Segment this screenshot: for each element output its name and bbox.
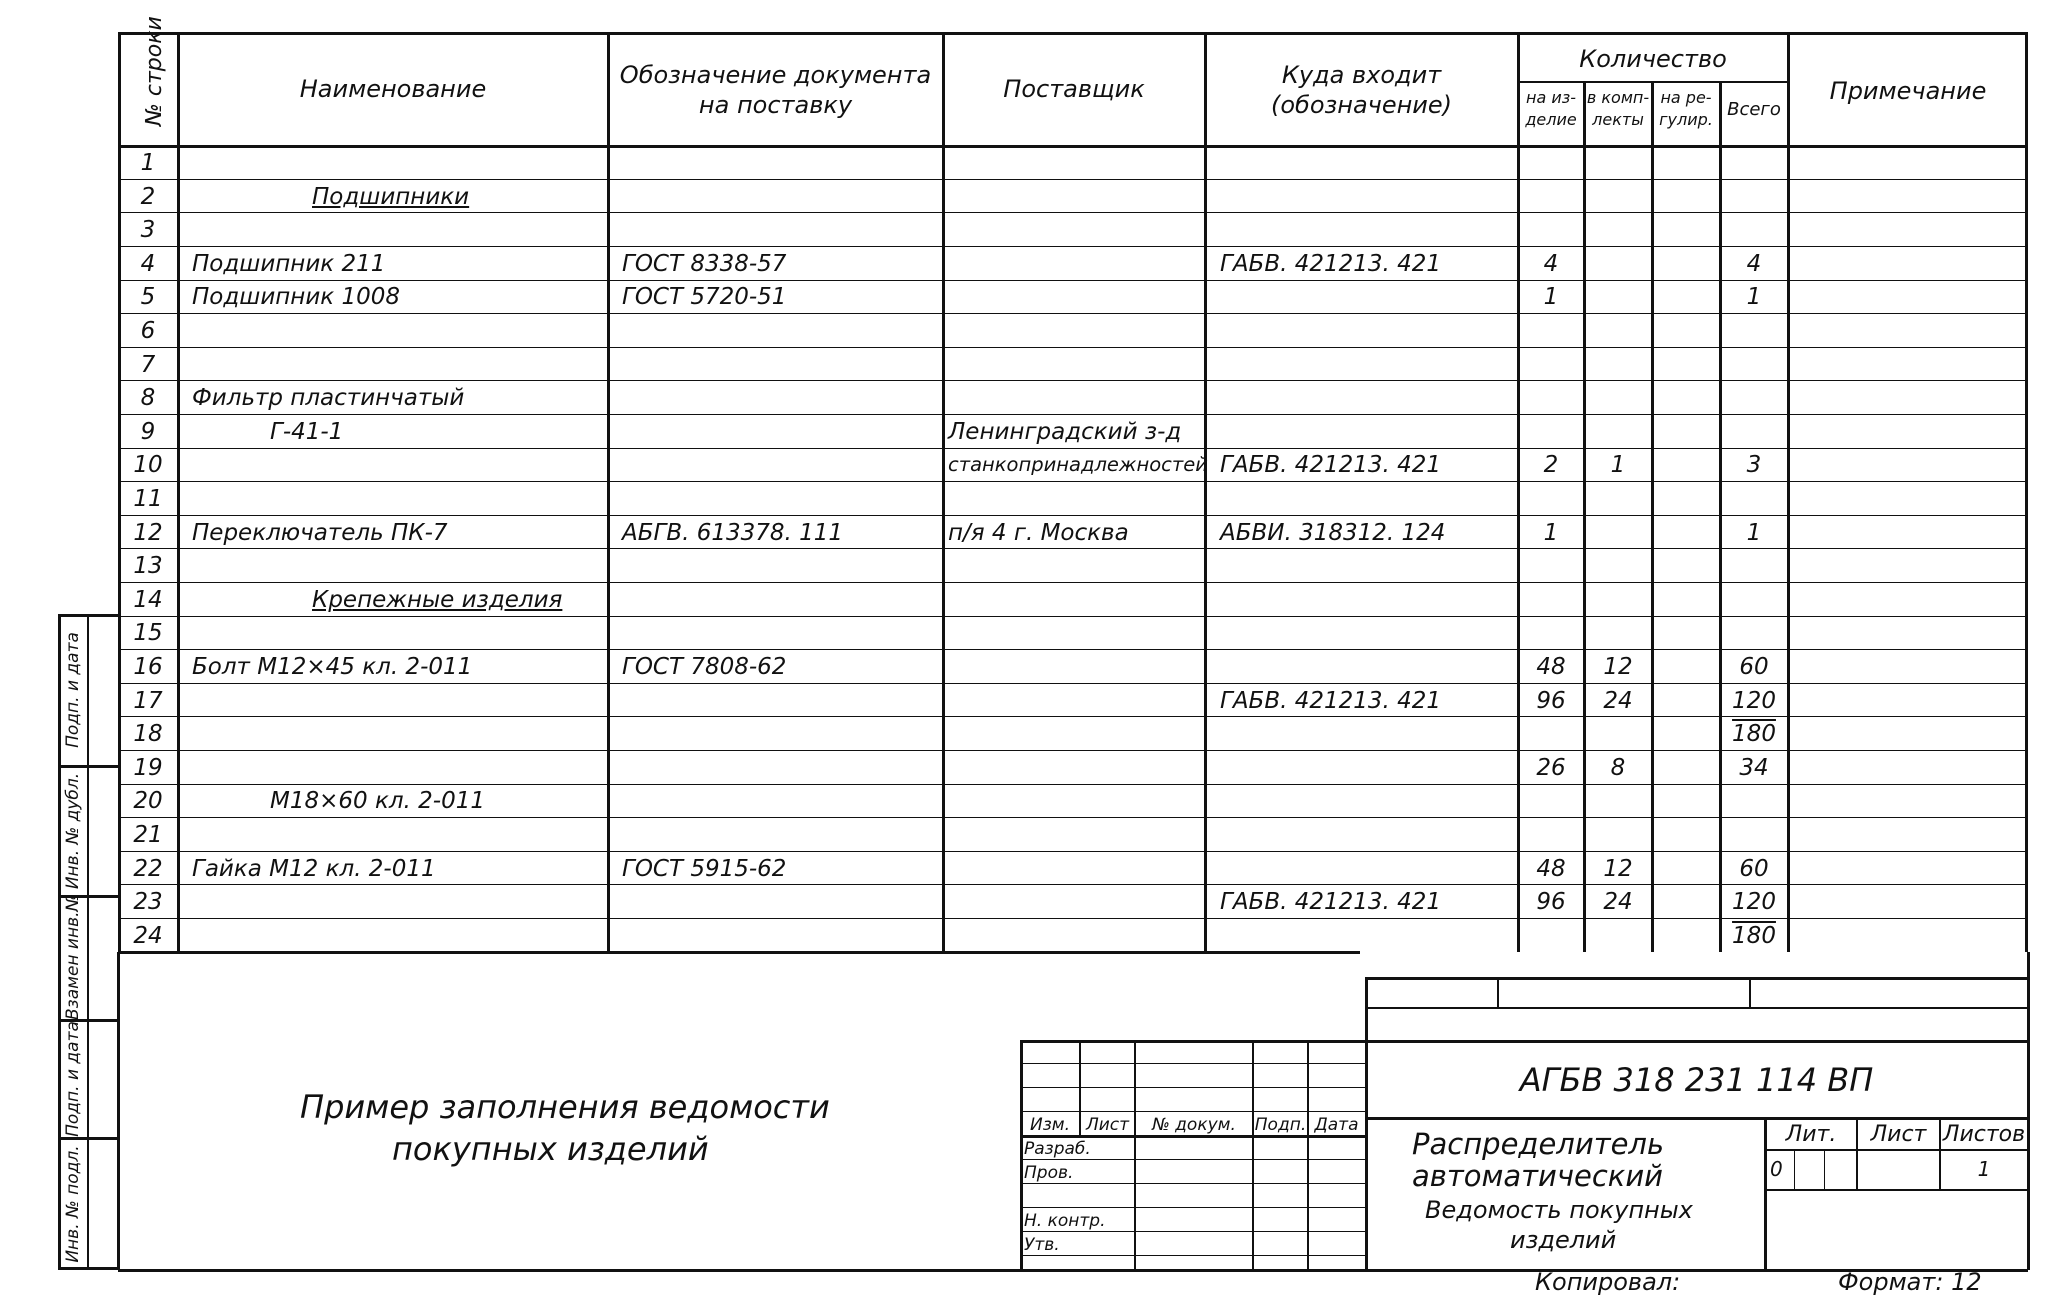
title-line-2: автоматический: [1412, 1159, 1664, 1193]
tb-rule: [1365, 1007, 2028, 1009]
row-number: 9: [140, 418, 156, 445]
row-number: 5: [140, 284, 156, 311]
item-where: ГАБВ. 421213. 421: [1220, 889, 1442, 916]
role-label: Утв.: [1024, 1235, 1060, 1255]
qty-sub-rule: [1518, 81, 1788, 83]
column-rule: [942, 32, 945, 952]
row-number: 11: [133, 486, 163, 512]
item-name: Подшипник 211: [192, 250, 386, 277]
row-number: 19: [133, 754, 163, 781]
qty-per-item: 96: [1536, 687, 1566, 714]
tb-rule: [1824, 1150, 1826, 1190]
item-supplier: п/я 4 г. Москва: [948, 519, 1129, 546]
item-name: Гайка М12 кл. 2-011: [192, 855, 436, 882]
header-quantity: Количество: [1579, 45, 1727, 73]
change-grid-col: [1252, 1136, 1254, 1270]
item-name: Крепежные изделия: [312, 586, 563, 613]
item-doc: ГОСТ 7808-62: [622, 654, 787, 680]
item-where: ГАБВ. 421213. 421: [1220, 250, 1442, 277]
qty-kits: 1: [1610, 452, 1626, 479]
qty-per-item: 4: [1543, 250, 1559, 277]
lit-value: 0: [1770, 1157, 1783, 1181]
header-qty-sub-0-b: делие: [1525, 110, 1577, 129]
title-line-4: изделий: [1510, 1226, 1617, 1254]
row-number: 23: [133, 889, 163, 916]
header-bottom-rule: [118, 145, 2028, 148]
qty-total: 1: [1746, 519, 1762, 546]
title-line-1: Распределитель: [1412, 1127, 1665, 1161]
row-number: 12: [133, 519, 163, 546]
sheet-label: Лист: [1870, 1122, 1927, 1147]
header-supplier: Поставщик: [1003, 75, 1145, 103]
header-qty-sub-0-a: на из-: [1525, 88, 1577, 107]
caption-line-1: Пример заполнения ведомости: [300, 1088, 830, 1126]
item-name: Подшипники: [312, 183, 470, 210]
row-number: 15: [133, 620, 163, 647]
column-rule: [1517, 32, 1520, 952]
sheets-value: 1: [1977, 1157, 1991, 1181]
qty-per-item: 48: [1536, 855, 1566, 882]
tb-rule: [1365, 1040, 2028, 1043]
change-header: Лист: [1085, 1115, 1130, 1135]
change-header: Дата: [1314, 1115, 1359, 1135]
header-qty-sub-2-a: на ре-: [1660, 88, 1712, 107]
tb-rule: [1765, 1189, 2028, 1191]
row-number: 6: [140, 318, 156, 344]
change-grid-col: [1307, 1136, 1309, 1270]
item-name: М18×60 кл. 2-011: [270, 788, 486, 815]
tb-rule: [1794, 1150, 1796, 1190]
header-qty-sub-1-b: лекты: [1592, 110, 1644, 129]
header-doc-line-2: на поставку: [698, 91, 853, 119]
table-bottom-rule: [118, 951, 1360, 954]
change-grid-row: [1020, 1255, 1365, 1257]
column-rule: [1787, 32, 1790, 952]
item-doc: ГОСТ 5720-51: [622, 284, 787, 311]
strip-label: Инв. № подл.: [63, 1145, 83, 1263]
row-rule: [118, 347, 2028, 349]
sheets-label: Листов: [1942, 1122, 2026, 1147]
qty-total: 180: [1732, 922, 1776, 949]
row-number: 10: [133, 452, 163, 479]
header-where-line-1: Куда входит: [1281, 61, 1442, 89]
change-header: № докум.: [1152, 1115, 1236, 1135]
qty-total: 60: [1739, 855, 1769, 882]
strip-inner-rule: [87, 614, 89, 1270]
tb-rule: [1497, 977, 1499, 1008]
strip-label: Подп. и дата: [63, 632, 83, 748]
qty-per-item: 26: [1536, 754, 1566, 781]
change-header: Изм.: [1030, 1115, 1070, 1135]
qty-kits: 24: [1603, 687, 1633, 714]
item-name: Г-41-1: [270, 418, 344, 445]
row-number: 22: [133, 855, 163, 882]
tb-rule: [1365, 1117, 2028, 1120]
header-doc-line-1: Обозначение документа: [619, 61, 932, 89]
qty-total: 120: [1732, 687, 1776, 714]
caption-line-2: покупных изделий: [392, 1130, 709, 1168]
item-name: Фильтр пластинчатый: [192, 385, 465, 412]
header-qty-sub-1-a: в комп-: [1586, 88, 1650, 107]
strip-label: Взамен инв.№: [63, 893, 83, 1020]
strip-label: Инв. № дубл.: [63, 772, 83, 890]
item-where: АБВИ. 318312. 124: [1220, 519, 1446, 546]
qty-per-item: 96: [1536, 889, 1566, 916]
change-grid-row: [1020, 1207, 1365, 1209]
sheet-left-rule: [117, 952, 120, 1270]
item-supplier: станкопринадлежностей: [948, 453, 1208, 477]
row-number: 3: [140, 217, 156, 244]
row-number: 24: [133, 922, 163, 949]
qty-per-item: 1: [1543, 519, 1559, 546]
document-code: АГБВ 318 231 114 ВП: [1519, 1061, 1874, 1099]
qty-total: 34: [1739, 754, 1769, 781]
row-number: 18: [133, 721, 163, 748]
header-qty-sub-2-b: гулир.: [1659, 110, 1713, 129]
item-doc: АБГВ. 613378. 111: [622, 519, 844, 546]
row-number: 4: [140, 250, 156, 277]
qty-kits: 12: [1603, 855, 1633, 882]
item-where: ГАБВ. 421213. 421: [1220, 452, 1442, 479]
qty-total: 3: [1746, 452, 1762, 479]
qty-per-item: 48: [1536, 654, 1566, 680]
role-label: Пров.: [1024, 1163, 1074, 1183]
row-number: 7: [140, 351, 156, 378]
strip-label: Подп. и дата: [63, 1021, 83, 1137]
change-grid-row: [1020, 1063, 1365, 1065]
qty-kits: 24: [1603, 889, 1633, 916]
row-number: 16: [133, 654, 163, 680]
header-note: Примечание: [1829, 77, 1987, 105]
qty-total: 4: [1746, 250, 1762, 277]
row-number: 20: [133, 788, 163, 815]
title-line-3: Ведомость покупных: [1425, 1196, 1693, 1224]
change-grid-row: [1020, 1087, 1365, 1089]
item-where: ГАБВ. 421213. 421: [1220, 687, 1442, 714]
item-doc: ГОСТ 8338-57: [622, 250, 787, 277]
qty-kits: 12: [1603, 654, 1633, 680]
qty-kits: 8: [1610, 754, 1626, 781]
item-name: Подшипник 1008: [192, 284, 401, 311]
header-row-number: № строки: [142, 16, 167, 126]
qty-total: 180: [1732, 721, 1776, 748]
header-name: Наименование: [299, 75, 487, 103]
header-qty-sub-3: Всего: [1727, 99, 1781, 120]
column-rule: [1204, 32, 1207, 952]
qty-total: 1: [1746, 284, 1762, 311]
row-number: 17: [133, 687, 163, 714]
item-name: Переключатель ПК-7: [192, 519, 448, 546]
qty-per-item: 1: [1543, 284, 1559, 311]
column-rule: [607, 32, 610, 952]
change-grid-row: [1020, 1111, 1365, 1113]
format-label: Формат: 12: [1838, 1268, 1982, 1296]
item-name: Болт М12×45 кл. 2-011: [192, 654, 473, 680]
item-supplier: Ленинградский з-д: [948, 418, 1182, 445]
lit-label: Лит.: [1785, 1122, 1837, 1147]
row-number: 1: [140, 150, 156, 176]
row-number: 13: [133, 553, 163, 580]
qty-total: 120: [1732, 889, 1776, 916]
row-number: 21: [133, 822, 163, 848]
row-number: 2: [140, 183, 156, 210]
qty-total: 60: [1739, 654, 1769, 680]
row-number: 14: [133, 586, 163, 613]
item-doc: ГОСТ 5915-62: [622, 855, 787, 882]
qty-per-item: 2: [1543, 452, 1559, 479]
role-label: Н. контр.: [1024, 1211, 1106, 1231]
copied-label: Копировал:: [1535, 1268, 1681, 1296]
tb-rule: [1765, 1149, 2028, 1151]
tb-rule: [1749, 977, 1751, 1008]
header-where-line-2: (обозначение): [1270, 91, 1453, 119]
change-header: Подп.: [1254, 1115, 1307, 1135]
change-grid-col: [1134, 1136, 1136, 1270]
row-number: 8: [140, 385, 156, 412]
role-label: Разраб.: [1024, 1139, 1091, 1159]
